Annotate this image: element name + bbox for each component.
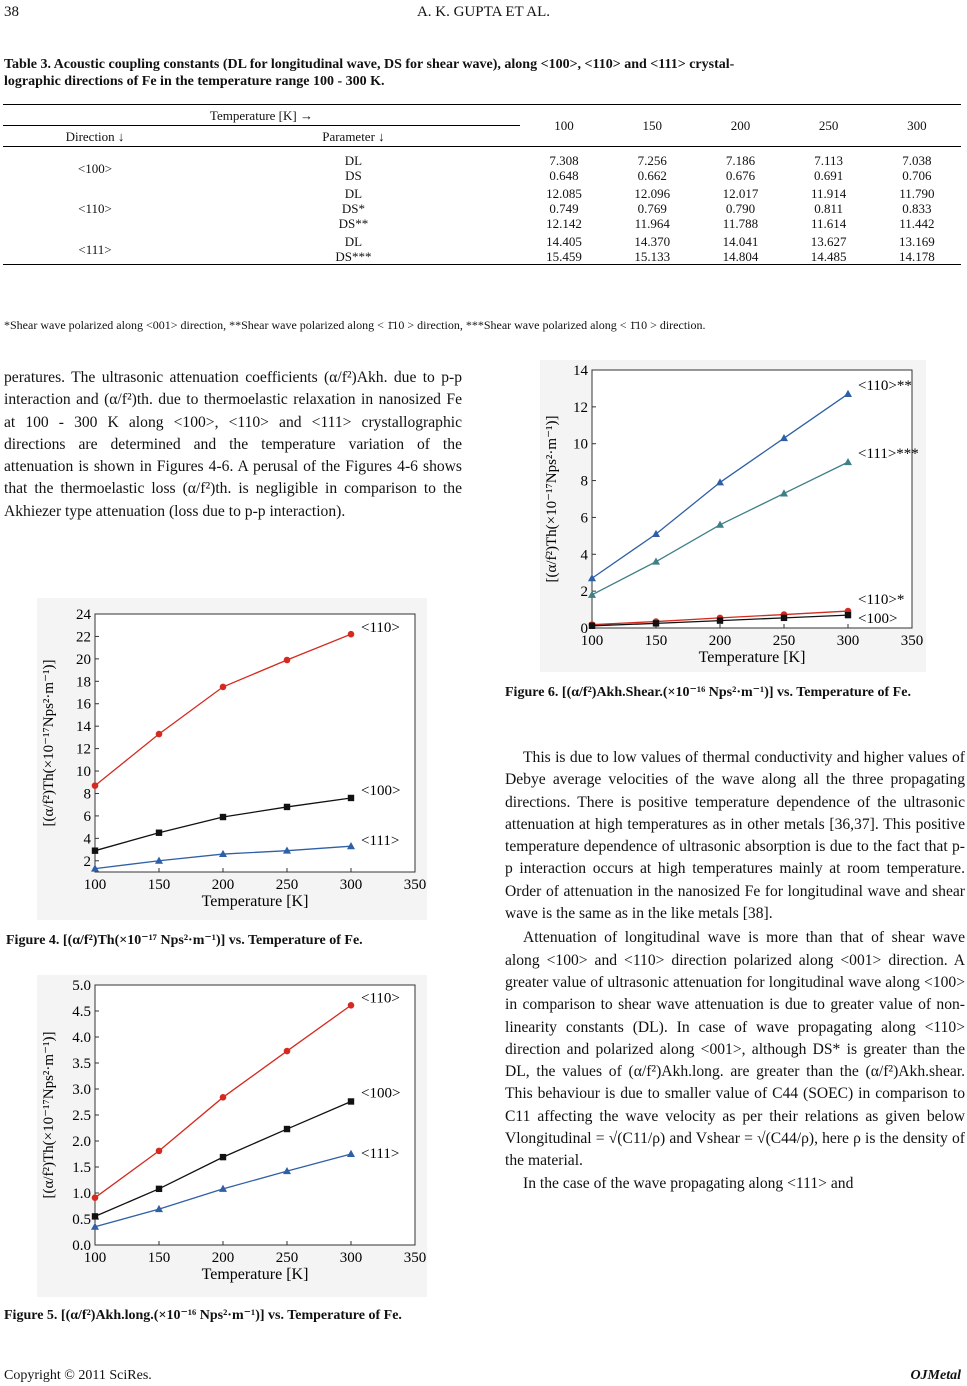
series-label: <100> [361, 1085, 401, 1102]
y-axis-label: [(α/f²)Th(×10⁻¹⁷Nps²·m⁻¹)] [544, 415, 560, 583]
table-row: <110> DS* 0.749 0.769 0.790 0.811 0.833 [78, 201, 932, 216]
data-point [284, 1126, 290, 1132]
data-point [156, 1186, 162, 1192]
x-tick-label: 100 [580, 633, 604, 649]
plot-area [95, 985, 415, 1245]
data-point [284, 657, 291, 664]
acoustic-coupling-table [3, 104, 961, 265]
data-point [220, 814, 226, 820]
data-point [284, 804, 290, 810]
y-tick-label: 2.5 [72, 1108, 91, 1124]
series-label: <100> [361, 782, 401, 799]
plot-area [592, 370, 912, 628]
table-row: DS** 12.142 11.964 11.788 11.614 11.442 [338, 216, 935, 231]
x-tick-label: 350 [403, 1250, 427, 1266]
page-number: 38 [4, 4, 19, 20]
y-tick-label: 24 [76, 607, 91, 623]
x-tick-label: 150 [644, 633, 668, 649]
journal-name: OJMetal [910, 1368, 961, 1383]
data-point [220, 684, 227, 691]
y-tick-label: 12 [76, 741, 91, 758]
y-tick-label: 1.5 [72, 1160, 91, 1176]
y-tick-label: 6 [580, 510, 588, 527]
data-point [92, 1213, 98, 1219]
y-tick-label: 6 [83, 808, 91, 825]
table-caption-line1: Table 3. Acoustic coupling constants (DL for longitudinal wave, DS for shear wave), along <100>, <110> and <111> crystal- [4, 57, 735, 72]
y-tick-label: 4.0 [72, 1030, 91, 1046]
data-point [92, 847, 98, 853]
y-tick-label: 12 [573, 399, 588, 416]
temp-col-100: 100 [520, 105, 608, 147]
data-point [348, 1002, 355, 1009]
series-label: <110> [361, 620, 400, 637]
data-point [92, 1194, 99, 1201]
y-tick-label: 10 [76, 764, 91, 781]
data-point [348, 795, 354, 801]
data-point [589, 623, 595, 629]
y-tick-label: 8 [580, 473, 588, 490]
x-tick-label: 200 [211, 877, 235, 893]
data-point [156, 1148, 163, 1155]
table-row: DS*** 15.459 15.133 14.804 14.485 14.178 [3, 249, 961, 265]
temp-col-150: 150 [608, 105, 696, 147]
table-footnote: *Shear wave polarized along <001> direction, **Shear wave polarized along < 1̄10 > direction, ***Shear wave polarized along < 1̄10 > direction. [4, 318, 706, 332]
table-row: <111> DL 14.405 14.370 14.041 13.627 13.169 [3, 234, 961, 249]
paragraph: This is due to low values of thermal conductivity and higher values of Debye average velocities of the wave along all the three propagating directions. There is positive temperature dependence of the ultrasonic attenuation at high temperatures as in other metals [36,37]. This positive temperature dependence of ultrasonic absorption is due to the fact that p-p interaction occurs at high temperatures mainly at room temperature. Order of attenuation in the nanosized Fe for longitudinal wave and shear wave is the same as in the like metals [38]. [505, 749, 965, 923]
series-label: <100> [858, 611, 898, 628]
figure-4-chart [37, 598, 427, 920]
series-label: <110>** [858, 377, 912, 394]
x-tick-label: 300 [339, 877, 363, 893]
x-tick-label: 350 [403, 877, 427, 893]
x-tick-label: 250 [275, 877, 299, 893]
y-tick-label: 4.5 [72, 1004, 91, 1020]
data-point [348, 631, 355, 638]
temperature-header: Temperature [K] → [3, 105, 520, 126]
y-tick-label: 4 [580, 547, 588, 564]
x-tick-label: 100 [83, 1250, 107, 1266]
y-axis-label: [(α/f²)Th(×10⁻¹⁷Nps²·m⁻¹)] [41, 1031, 57, 1199]
y-tick-label: 3.0 [72, 1082, 91, 1098]
data-point [653, 620, 659, 626]
table-caption [4, 56, 964, 90]
x-axis-label: Temperature [K] [698, 649, 806, 666]
y-tick-label: 8 [83, 786, 91, 803]
data-point [348, 1098, 354, 1104]
y-tick-label: 1.0 [72, 1186, 91, 1202]
right-column-text [505, 747, 965, 1195]
running-title: A. K. GUPTA ET AL. [416, 4, 551, 20]
x-tick-label: 100 [83, 877, 107, 893]
y-tick-label: 5.0 [72, 978, 91, 994]
y-tick-label: 20 [76, 651, 91, 668]
y-tick-label: 22 [76, 629, 91, 646]
data-point [845, 612, 851, 618]
x-tick-label: 300 [339, 1250, 363, 1266]
series-label: <111> [361, 833, 400, 850]
x-tick-label: 200 [211, 1250, 235, 1266]
series-label: <111> [361, 1146, 400, 1162]
figure-5-caption: Figure 5. [(α/f²)Akh.long.(×10⁻¹⁶ Nps²·m⁻¹)] vs. Temperature of Fe. [4, 1308, 402, 1323]
data-point [220, 1154, 226, 1160]
y-tick-label: 4 [83, 831, 91, 848]
paragraph: Attenuation of longitudinal wave is more than that of shear wave along <100> and <110> direction polarized along <001> direction. A greater value of ultrasonic attenuation for longitudinal wave along <100> in comparison to shear wave attenuation is due to greater value of non-linearity constants (DL). In case of wave propagating along <110> direction and polarized along <001>, although DS* is greater than the DL, the values of (α/f²)Akh.long. are greater than the (α/f²)Akh.shear. This behaviour is due to smaller value of C44 (SOEC) in comparison to C11 affecting the wave velocity as per their relations as given below Vlongitudinal = √(C11/ρ) and Vshear = √(C44/ρ), here ρ is the density of the material. [505, 929, 965, 1170]
x-axis-label: Temperature [K] [201, 893, 309, 910]
y-tick-label: 2.0 [72, 1134, 91, 1150]
y-axis-label: [(α/f²)Th(×10⁻¹⁷Nps²·m⁻¹)] [41, 659, 57, 827]
x-tick-label: 350 [900, 633, 924, 649]
data-point [284, 1048, 291, 1055]
data-point [92, 782, 99, 789]
figure-4-caption: Figure 4. [(α/f²)Th(×10⁻¹⁷ Nps²·m⁻¹)] vs. Temperature of Fe. [6, 933, 363, 948]
x-tick-label: 200 [708, 633, 732, 649]
x-tick-label: 150 [147, 877, 171, 893]
table-row: <100> DL 7.308 7.256 7.186 7.113 7.038 [77, 153, 932, 176]
temp-col-200: 200 [696, 105, 784, 147]
y-tick-label: 14 [76, 719, 91, 736]
y-tick-label: 0 [580, 621, 588, 637]
table-row: DL 12.085 12.096 12.017 11.914 11.790 [344, 186, 935, 201]
x-tick-label: 250 [275, 1250, 299, 1266]
table-row: DS 0.648 0.662 0.676 0.691 0.706 [345, 168, 932, 183]
series-label: <111>*** [858, 446, 919, 463]
x-tick-label: 300 [836, 633, 860, 649]
table-caption-line2: lographic directions of Fe in the temperature range 100 - 300 K. [4, 74, 385, 89]
temp-col-250: 250 [785, 105, 873, 147]
x-axis-label: Temperature [K] [201, 1266, 309, 1283]
y-tick-label: 0.5 [72, 1212, 91, 1228]
x-tick-label: 250 [772, 633, 796, 649]
series-label: <110>* [858, 592, 905, 609]
y-tick-label: 14 [573, 363, 588, 379]
paragraph: In the case of the wave propagating along <111> and [523, 1174, 854, 1192]
direction-header: Direction ↓ [3, 126, 187, 147]
temp-col-300: 300 [873, 105, 961, 147]
x-tick-label: 150 [147, 1250, 171, 1266]
y-tick-label: 10 [573, 436, 588, 453]
figure-6-caption: Figure 6. [(α/f²)Akh.Shear.(×10⁻¹⁶ Nps²·m⁻¹)] vs. Temperature of Fe. [505, 685, 911, 700]
y-tick-label: 18 [76, 674, 91, 691]
series-label: <110> [361, 990, 400, 1007]
y-tick-label: 3.5 [72, 1056, 91, 1072]
figure-6-chart [540, 360, 926, 672]
figure-5-chart [37, 975, 427, 1297]
y-tick-label: 2 [580, 584, 588, 601]
data-point [220, 1094, 227, 1101]
data-point [717, 617, 723, 623]
data-point [156, 830, 162, 836]
left-column-text: peratures. The ultrasonic attenuation coefficients (α/f²)Akh. due to p-p interaction and (α/f²)th. due to thermoelastic relaxation in nanosized Fe at 100 - 300 K along <100>, <110> and <111> crystallographic directions are determined and the temperature variation of the attenuation is shown in Figures 4-6. A perusal of the Figures 4-6 shows that the thermoelastic loss (α/f²)th. is negligible in comparison to the Akhiezer type attenuation (loss due to p-p interaction). [4, 369, 462, 520]
y-tick-label: 2 [83, 853, 91, 870]
parameter-header: Parameter ↓ [187, 126, 520, 147]
copyright: Copyright © 2011 SciRes. [4, 1368, 152, 1383]
data-point [781, 615, 787, 621]
y-tick-label: 0.0 [72, 1238, 91, 1254]
data-point [156, 731, 163, 738]
y-tick-label: 16 [76, 696, 91, 713]
